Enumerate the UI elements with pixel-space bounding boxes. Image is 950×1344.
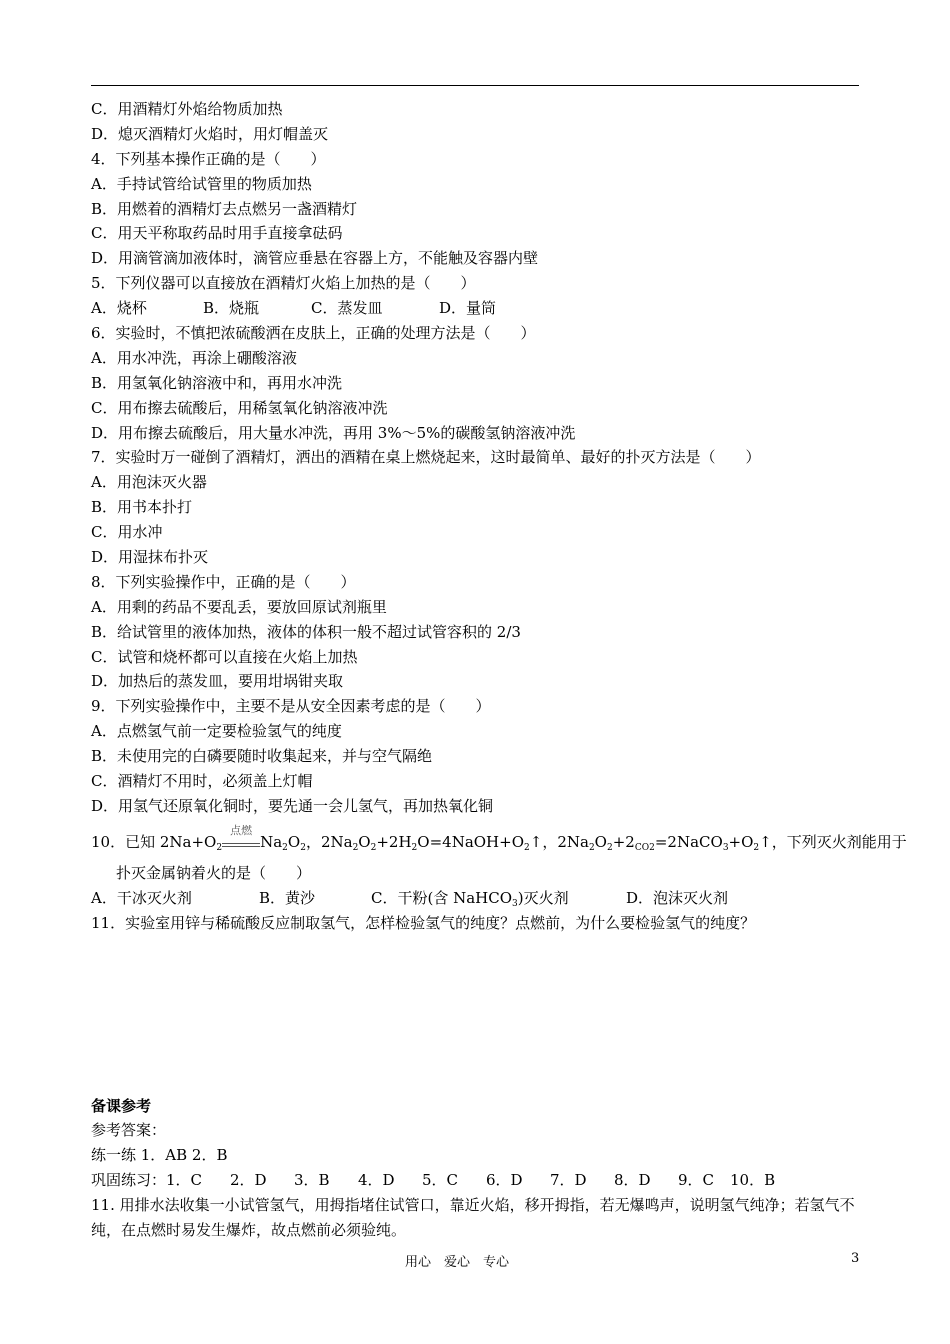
q7-option-d: D．用湿抹布扑灭 [91, 548, 209, 567]
answer-item: 5．C [422, 1171, 459, 1190]
q10-text: +2H [376, 832, 412, 851]
q10-c-text: )灭火剂 [517, 888, 569, 907]
document-body [91, 97, 907, 1243]
q7-option-b: B．用书本扑打 [91, 498, 193, 517]
q4-option-a: A．手持试管给试管里的物质加热 [91, 174, 312, 193]
q8-option-d: D．加热后的蒸发皿，要用坩埚钳夹取 [91, 672, 344, 691]
subscript: 2 [300, 842, 306, 853]
q10-c-text: C．干粉(含 NaHCO [371, 888, 513, 907]
q4-option-b: B．用燃着的酒精灯去点燃另一盏酒精灯 [91, 199, 358, 218]
answer-item: 2．D [230, 1171, 267, 1190]
q10-text: ，2Na [305, 832, 353, 851]
q6-option-d: D．用布擦去硫酸后，用大量水冲洗，再用 3%～5%的碳酸氢钠溶液冲洗 [91, 423, 576, 442]
q5-option-b: B．烧瓶 [203, 299, 260, 318]
q10-text: O [287, 832, 301, 851]
q5-option-c: C．蒸发皿 [311, 299, 383, 318]
footer-motto: 用心 爱心 专心 [405, 1255, 510, 1270]
answer-item: 4．D [358, 1171, 395, 1190]
q10-text: O=4NaOH+O [417, 832, 525, 851]
answer-item: 8．D [614, 1171, 651, 1190]
answer-space [91, 936, 861, 1094]
subscript: 2 [216, 842, 223, 853]
q10-option-a: A．干冰灭火剂 [91, 888, 192, 907]
q10-text: ↑，下列灭火剂能用于 [759, 832, 907, 851]
answer-item: 3．B [294, 1171, 330, 1190]
q10-text: +O [728, 832, 754, 851]
q10-text: 10．已知 2Na+O [91, 832, 217, 851]
q7-option-a: A．用泡沫灭火器 [91, 473, 207, 492]
q10-options [91, 886, 861, 911]
answer-item: 6．D [486, 1171, 523, 1190]
subscript: 2 [411, 842, 418, 853]
answer-item: 7．D [550, 1171, 587, 1190]
question-10-equation [91, 823, 907, 861]
subscript: 2 [753, 842, 760, 853]
subscript: 2 [606, 842, 613, 853]
question-7: 7．实验时万一碰倒了酒精灯，洒出的酒精在桌上燃烧起来，这时最简单、最好的扑灭方法是（ ） [91, 448, 761, 467]
q7-option-c: C．用水冲 [91, 523, 163, 542]
q4-option-c: C．用天平称取药品时用手直接拿砝码 [91, 224, 343, 243]
q6-option-c: C．用布擦去硫酸后，用稀氢氧化钠溶液冲洗 [91, 398, 388, 417]
q10-option-c [371, 886, 626, 911]
question-5: 5．下列仪器可以直接放在酒精灯火焰上加热的是（ ） [91, 274, 476, 293]
q5-option-d: D．量筒 [439, 299, 497, 318]
q8-option-a: A．用剩的药品不要乱丢，要放回原试剂瓶里 [91, 597, 387, 616]
q10-text: O [358, 832, 371, 851]
subscript: 2 [370, 842, 377, 853]
q4-option-d: D．用滴管滴加液体时，滴管应垂悬在容器上方，不能触及容器内壁 [91, 249, 539, 268]
page-number: 3 [851, 1251, 860, 1266]
q10-text: ↑，2Na [529, 832, 589, 851]
q9-option-c: C．酒精灯不用时，必须盖上灯帽 [91, 772, 313, 791]
consolidation-answers [91, 1168, 861, 1193]
subscript: 2 [352, 842, 359, 853]
double-bar [222, 843, 260, 847]
q5-options [91, 296, 861, 321]
consolidation-label: 巩固练习： [91, 1171, 167, 1190]
q8-option-c: C．试管和烧杯都可以直接在火焰上加热 [91, 647, 358, 666]
q3-option-c: C．用酒精灯外焰给物质加热 [91, 100, 283, 118]
subscript: 2 [524, 842, 530, 853]
q3-option-d: D．熄灭酒精灯火焰时，用灯帽盖灭 [91, 124, 329, 143]
question-10-line2: 扑灭金属钠着火的是（ ） [116, 863, 312, 882]
q10-text: Na [260, 832, 283, 851]
q8-option-b: B．给试管里的液体加热，液体的体积一般不超过试管容积的 2/3 [91, 622, 521, 641]
answer-item: 1．C [166, 1171, 203, 1190]
q9-option-a: A．点燃氢气前一定要检验氢气的纯度 [91, 722, 342, 741]
q6-option-b: B．用氢氧化钠溶液中和，再用水冲洗 [91, 373, 343, 392]
header-rule [91, 85, 859, 86]
question-4: 4．下列基本操作正确的是（ ） [91, 149, 326, 168]
answer-11: 11. 用排水法收集一小试管氢气，用拇指堵住试管口，靠近火焰，移开拇指，若无爆鸣声，说明氢气纯净；若氢气不纯，在点燃时易发生爆炸，故点燃前必须验纯。 [91, 1196, 855, 1239]
answer-item: 10．B [730, 1171, 776, 1190]
ignition-label: 点燃 [230, 823, 253, 837]
q10-text: =2NaCO [654, 832, 723, 851]
q9-option-d: D．用氢气还原氧化铜时，要先通一会儿氢气，再加热氧化铜 [91, 796, 494, 815]
q10-text: O [594, 832, 607, 851]
q10-option-d: D．泡沫灭火剂 [626, 888, 729, 907]
q6-option-a: A．用水冲洗，再涂上硼酸溶液 [91, 348, 297, 367]
q9-option-b: B．未使用完的白磷要随时收集起来，并与空气隔绝 [91, 747, 433, 766]
answer-item: 9．C [678, 1171, 715, 1190]
subscript: 3 [512, 898, 518, 909]
q10-text: +2 [612, 832, 635, 851]
question-9: 9．下列实验操作中，主要不是从安全因素考虑的是（ ） [91, 697, 491, 716]
ignition-condition-arrow [222, 823, 260, 847]
question-11: 11．实验室用锌与稀硫酸反应制取氢气，怎样检验氢气的纯度？点燃前，为什么要检验氢气的纯度？ [91, 913, 756, 932]
subscript: CO2 [634, 842, 655, 853]
subscript: 2 [282, 842, 288, 853]
q10-option-b: B．黄沙 [259, 888, 316, 907]
q5-option-a: A．烧杯 [91, 299, 147, 318]
subscript: 2 [588, 842, 595, 853]
answers-label: 参考答案： [91, 1121, 167, 1140]
practice-answers: 练一练 1．AB 2．B [91, 1146, 228, 1165]
subscript: 3 [722, 842, 729, 853]
question-8: 8．下列实验操作中，正确的是（ ） [91, 572, 356, 591]
reference-heading: 备课参考 [91, 1096, 152, 1115]
question-6: 6．实验时，不慎把浓硫酸洒在皮肤上，正确的处理方法是（ ） [91, 324, 536, 343]
